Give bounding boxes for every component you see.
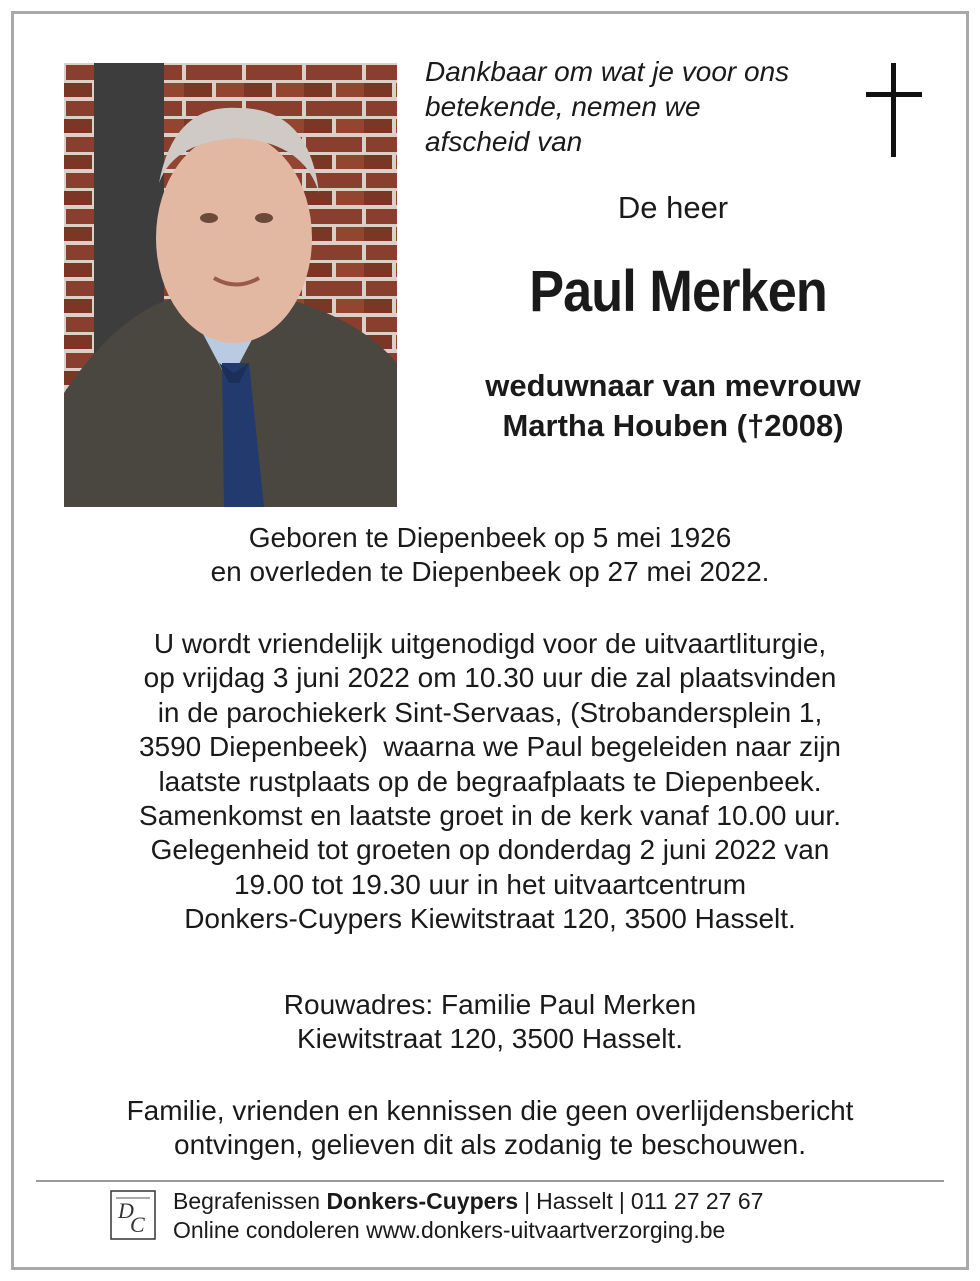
footer-separator: | [524, 1188, 531, 1214]
text-line: Rouwadres: Familie Paul Merken [283, 989, 697, 1020]
footer-divider [36, 1180, 944, 1182]
svg-text:C: C [130, 1212, 145, 1237]
intro-text [425, 54, 865, 159]
footer-line-online [173, 1216, 933, 1245]
intro-line: betekende, nemen we [425, 91, 701, 122]
birth-death-info [40, 521, 940, 590]
funeral-home-logo-icon [110, 1190, 156, 1240]
footer-prefix: Begrafenissen [173, 1188, 321, 1214]
text-line: Familie, vrienden en kennissen die geen overlijdensbericht [126, 1095, 854, 1126]
footer-line-company [173, 1187, 933, 1216]
text-line: Gelegenheid tot groeten op donderdag 2 juni 2022 van [150, 834, 830, 866]
footer [173, 1187, 933, 1245]
text-line: Kiewitstraat 120, 3500 Hasselt. [297, 1023, 683, 1055]
text-line: in de parochiekerk Sint-Servaas, (Strobandersplein 1, [157, 696, 823, 728]
widow-line: Martha Houben (†2008) [502, 408, 844, 443]
footer-company: Donkers-Cuypers [326, 1188, 519, 1214]
footer-city: Hasselt [536, 1188, 613, 1214]
notice-text [40, 1094, 940, 1163]
text-line: 3590 Diepenbeek) waarna we Paul begeleiden naar zijn [138, 731, 842, 763]
cross-icon [866, 63, 922, 157]
text-line: 19.00 tot 19.30 uur in het uitvaartcentrum [233, 868, 747, 900]
portrait-photo [64, 63, 397, 507]
widow-info [418, 366, 928, 446]
widow-line: weduwnaar van mevrouw [485, 368, 861, 403]
text-line: Samenkomst en laatste groet in de kerk vanaf 10.00 uur. [139, 800, 841, 832]
text-line: op vrijdag 3 juni 2022 om 10.30 uur die zal plaatsvinden [143, 662, 837, 694]
intro-line: afscheid van [425, 126, 583, 157]
text-line: Donkers-Cuypers Kiewitstraat 120, 3500 Hasselt. [184, 903, 796, 935]
deceased-name: Paul Merken [529, 259, 827, 324]
mourning-address [40, 988, 940, 1057]
footer-phone: 011 27 27 67 [630, 1188, 764, 1214]
footer-separator: | [618, 1188, 625, 1214]
text-line: en overleden te Diepenbeek op 27 mei 2022. [210, 556, 770, 588]
honorific: De heer [617, 190, 729, 225]
website-link[interactable]: www.donkers-uitvaartverzorging.be [366, 1217, 726, 1243]
condolence-label: Online condoleren [173, 1217, 360, 1243]
text-line: ontvingen, gelieven dit als zodanig te beschouwen. [174, 1129, 806, 1161]
liturgy-info [40, 627, 940, 937]
intro-line: Dankbaar om wat je voor ons [425, 56, 790, 87]
text-line: U wordt vriendelijk uitgenodigd voor de uitvaartliturgie, [153, 628, 827, 659]
text-line: laatste rustplaats op de begraafplaats te Diepenbeek. [158, 765, 822, 797]
svg-text:D: D [118, 1198, 134, 1223]
text-line: Geboren te Diepenbeek op 5 mei 1926 [248, 522, 732, 553]
